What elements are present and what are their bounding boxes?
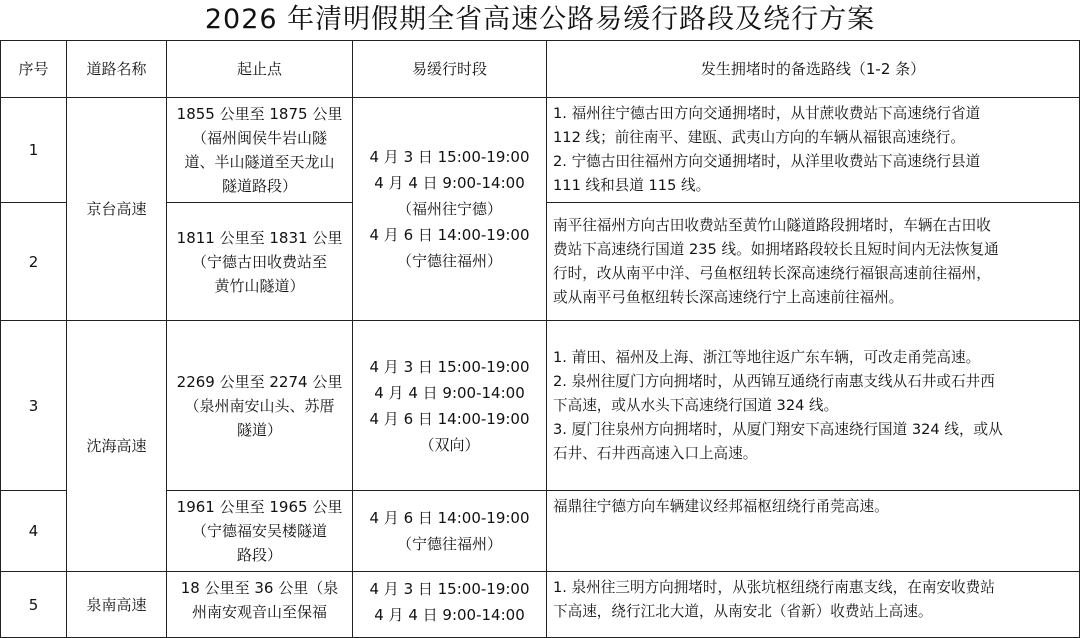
time-cell: [353, 572, 547, 638]
time-cell: [353, 491, 547, 572]
alt-line: 1. 莆田、福州及上海、浙江等地往返广东车辆，可改走甬莞高速。: [553, 348, 981, 366]
range-cell: [167, 321, 353, 491]
range-line: （宁德古田收费站至: [191, 252, 327, 271]
alt-line: 费站下高速绕行国道 235 线。如拥堵路段较长且短时间内无法恢复通: [553, 240, 999, 258]
range-line: 1855 公里至 1875 公里: [176, 105, 343, 123]
range-line: 隧道路段）: [221, 177, 297, 195]
seq-cell: 3: [1, 321, 67, 491]
alt-line: 1. 泉州往三明方向拥堵时，从张坑枢纽绕行南惠支线，在南安收费站: [553, 579, 995, 596]
header-road: 道路名称: [67, 41, 167, 98]
time-line: 4 月 3 日 15:00-19:00: [369, 580, 530, 598]
time-line: 4 月 4 日 9:00-14:00: [374, 606, 525, 624]
alt-line: 行时，改从南平中洋、弓鱼枢纽转长深高速绕行福银高速前往福州，: [553, 264, 991, 282]
time-cell-jingtai: [353, 98, 547, 321]
alt-line: 2. 宁德古田往福州方向交通拥堵时，从洋里收费站下高速绕行县道: [553, 153, 981, 170]
route-table: [0, 40, 1080, 638]
alt-line: 1. 福州往宁德古田方向交通拥堵时，从甘蔗收费站下高速绕行省道: [553, 105, 981, 122]
alt-line: 3. 厦门往泉州方向拥堵时，从厦门翔安下高速绕行国道 324 线，或从: [553, 420, 1003, 438]
time-line: （福州往宁德）: [396, 200, 502, 218]
header-time: 易缓行时段: [353, 41, 547, 98]
time-line: （宁德往福州）: [396, 252, 502, 270]
range-cell: [167, 491, 353, 572]
time-line: （双向）: [419, 435, 480, 454]
range-cell: [167, 98, 353, 203]
range-line: （泉州南安山头、苏厝: [184, 396, 335, 415]
header-alt: 发生拥堵时的备选路线（1-2 条）: [547, 41, 1080, 98]
alt-line: 下高速，绕行江北大道，从南安北（省新）收费站上高速。: [553, 603, 933, 620]
alt-line: 或从南平弓鱼枢纽转长深高速绕行宁上高速前往福州。: [553, 288, 904, 306]
range-line: 道、半山隧道至天龙山: [184, 153, 335, 171]
time-line: 4 月 6 日 14:00-19:00: [369, 226, 530, 244]
range-line: 18 公里至 36 公里（泉: [180, 579, 339, 597]
time-line: 4 月 4 日 9:00-14:00: [374, 174, 525, 192]
alt-cell: [547, 98, 1080, 203]
range-line: （宁德福安吴楼隧道: [191, 522, 327, 540]
alt-line: 下高速，或从水头下高速绕行国道 324 线。: [553, 396, 839, 414]
alt-cell: [547, 321, 1080, 491]
road-cell-quannan: 泉南高速: [67, 572, 167, 638]
range-line: （福州闽侯牛岩山隧: [191, 129, 327, 147]
table-row: [1, 321, 1080, 491]
header-range: 起止点: [167, 41, 353, 98]
table-row: [1, 98, 1080, 203]
alt-cell: [547, 203, 1080, 321]
alt-line: 石井、石井西高速入口上高速。: [553, 444, 758, 462]
alt-cell: [547, 572, 1080, 638]
range-line: 隧道）: [236, 420, 282, 439]
alt-line: 福鼎往宁德方向车辆建议经邦福枢纽绕行甬莞高速。: [553, 498, 889, 515]
alt-line: 南平往福州方向古田收费站至黄竹山隧道路段拥堵时，车辆在古田收: [553, 216, 991, 234]
range-cell: [167, 203, 353, 321]
range-line: 黄竹山隧道）: [214, 276, 305, 295]
page-title: 2026 年清明假期全省高速公路易缓行路段及绕行方案: [204, 4, 876, 35]
alt-line: 112 线；前往南平、建瓯、武夷山方向的车辆从福银高速绕行。: [553, 129, 965, 146]
header-row: [1, 41, 1080, 98]
header-seq: 序号: [1, 41, 67, 98]
time-line: （宁德往福州）: [396, 535, 502, 553]
seq-cell: 4: [1, 491, 67, 572]
range-line: 1811 公里至 1831 公里: [176, 228, 343, 247]
seq-cell: 1: [1, 98, 67, 203]
range-line: 1961 公里至 1965 公里: [176, 498, 343, 516]
time-line: 4 月 6 日 14:00-19:00: [369, 509, 530, 527]
seq-cell: 2: [1, 203, 67, 321]
alt-cell: [547, 491, 1080, 572]
time-line: 4 月 3 日 15:00-19:00: [369, 148, 530, 166]
table-row: [1, 572, 1080, 638]
time-line: 4 月 4 日 9:00-14:00: [374, 383, 525, 402]
range-line: 州南安观音山至保福: [191, 603, 327, 621]
road-cell-shenhai: 沈海高速: [67, 321, 167, 572]
range-line: 2269 公里至 2274 公里: [176, 372, 343, 391]
time-cell: [353, 321, 547, 491]
alt-line: 111 线和县道 115 线。: [553, 177, 711, 194]
range-cell: [167, 572, 353, 638]
seq-cell: 5: [1, 572, 67, 638]
road-cell-jingtai: 京台高速: [67, 98, 167, 321]
time-line: 4 月 3 日 15:00-19:00: [369, 357, 530, 376]
time-line: 4 月 6 日 14:00-19:00: [369, 409, 530, 428]
alt-line: 2. 泉州往厦门方向拥堵时，从西锦互通绕行南惠支线从石井或石井西: [553, 372, 995, 390]
range-line: 路段）: [236, 546, 282, 564]
